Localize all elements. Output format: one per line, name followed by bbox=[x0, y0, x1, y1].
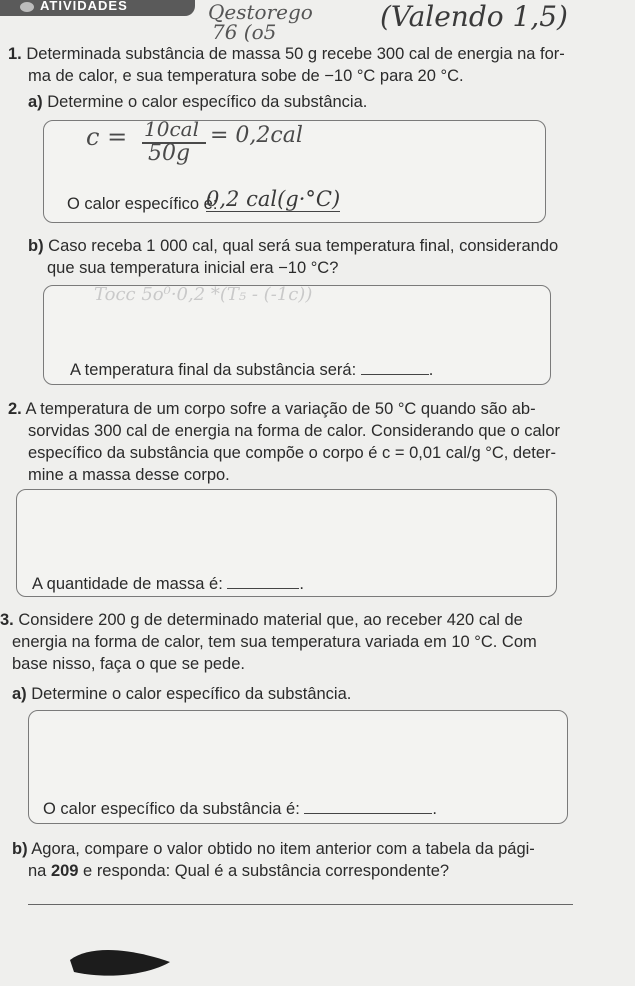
work-faint-1b: Tocc 5o⁰·0,2 *(T₅ - (-1c)) bbox=[94, 284, 313, 305]
question-1-line-2: ma de calor, e sua temperatura sobe de −10 °C para 20 °C. bbox=[28, 67, 464, 85]
bottom-shadow-blob bbox=[60, 940, 180, 986]
handwriting-top-left-2: 76 (o5 bbox=[212, 20, 277, 44]
answer-blank-2[interactable] bbox=[227, 572, 299, 589]
question-2-line-4: mine a massa desse corpo. bbox=[28, 466, 230, 484]
answer-line-3b[interactable] bbox=[28, 904, 573, 905]
answer-label-1b: A temperatura final da substância será: . bbox=[70, 358, 433, 381]
answer-label-2: A quantidade de massa é: . bbox=[32, 572, 304, 595]
answer-blank-1b[interactable] bbox=[361, 358, 429, 375]
work-denominator: 50g bbox=[148, 141, 191, 166]
question-1b-line-2: que sua temperatura inicial era −10 °C? bbox=[47, 259, 339, 277]
question-1a: a) Determine o calor específico da substância. bbox=[28, 93, 368, 111]
question-3-line-1: 3. Considere 200 g de determinado material que, ao receber 420 cal de bbox=[0, 611, 523, 629]
question-2-line-2: sorvidas 300 cal de energia na forma de calor. Considerando que o calor bbox=[28, 422, 560, 440]
answer-box-3a[interactable] bbox=[28, 710, 568, 824]
handwriting-top-left: Qestorego bbox=[208, 0, 313, 24]
work-result: = 0,2cal bbox=[210, 123, 303, 148]
handwriting-top-right: (Valendo 1,5) bbox=[380, 0, 568, 33]
question-3-line-2: energia na forma de calor, tem sua temperatura variada em 10 °C. Com bbox=[12, 633, 537, 651]
question-3-line-3: base nisso, faça o que se pede. bbox=[12, 655, 245, 673]
section-header-title: ATIVIDADES bbox=[40, 0, 128, 13]
work-numerator: 10cal bbox=[144, 117, 199, 141]
question-1-line-1: 1. Determinada substância de massa 50 g recebe 300 cal de energia na for- bbox=[8, 45, 565, 63]
answer-box-2[interactable] bbox=[16, 489, 557, 597]
question-3a: a) Determine o calor específico da substância. bbox=[12, 685, 352, 703]
question-2-line-3: específico da substância que compõe o corpo é c = 0,01 cal/g °C, deter- bbox=[28, 444, 557, 462]
answer-value-1a: 0,2 cal(g·°C) bbox=[206, 187, 341, 211]
answer-box-1a[interactable] bbox=[43, 117, 546, 223]
section-header-badge bbox=[0, 0, 195, 16]
work-formula-c: c = bbox=[86, 123, 128, 151]
answer-blank-3a[interactable] bbox=[304, 797, 432, 814]
answer-label-3a: O calor específico da substância é: . bbox=[43, 797, 437, 820]
answer-box-1b[interactable] bbox=[43, 285, 551, 385]
question-2-line-1: 2. A temperatura de um corpo sofre a variação de 50 °C quando são ab- bbox=[8, 400, 536, 418]
question-1b-line-1: b) Caso receba 1 000 cal, qual será sua temperatura final, considerando bbox=[28, 237, 559, 255]
answer-label-1a: O calor específico é: bbox=[67, 195, 218, 213]
question-3b-line-1: b) Agora, compare o valor obtido no item anterior com a tabela da pági- bbox=[12, 840, 535, 858]
question-3b-line-2: na 209 e responda: Qual é a substância correspondente? bbox=[28, 862, 450, 880]
header-dot-icon bbox=[20, 2, 34, 12]
